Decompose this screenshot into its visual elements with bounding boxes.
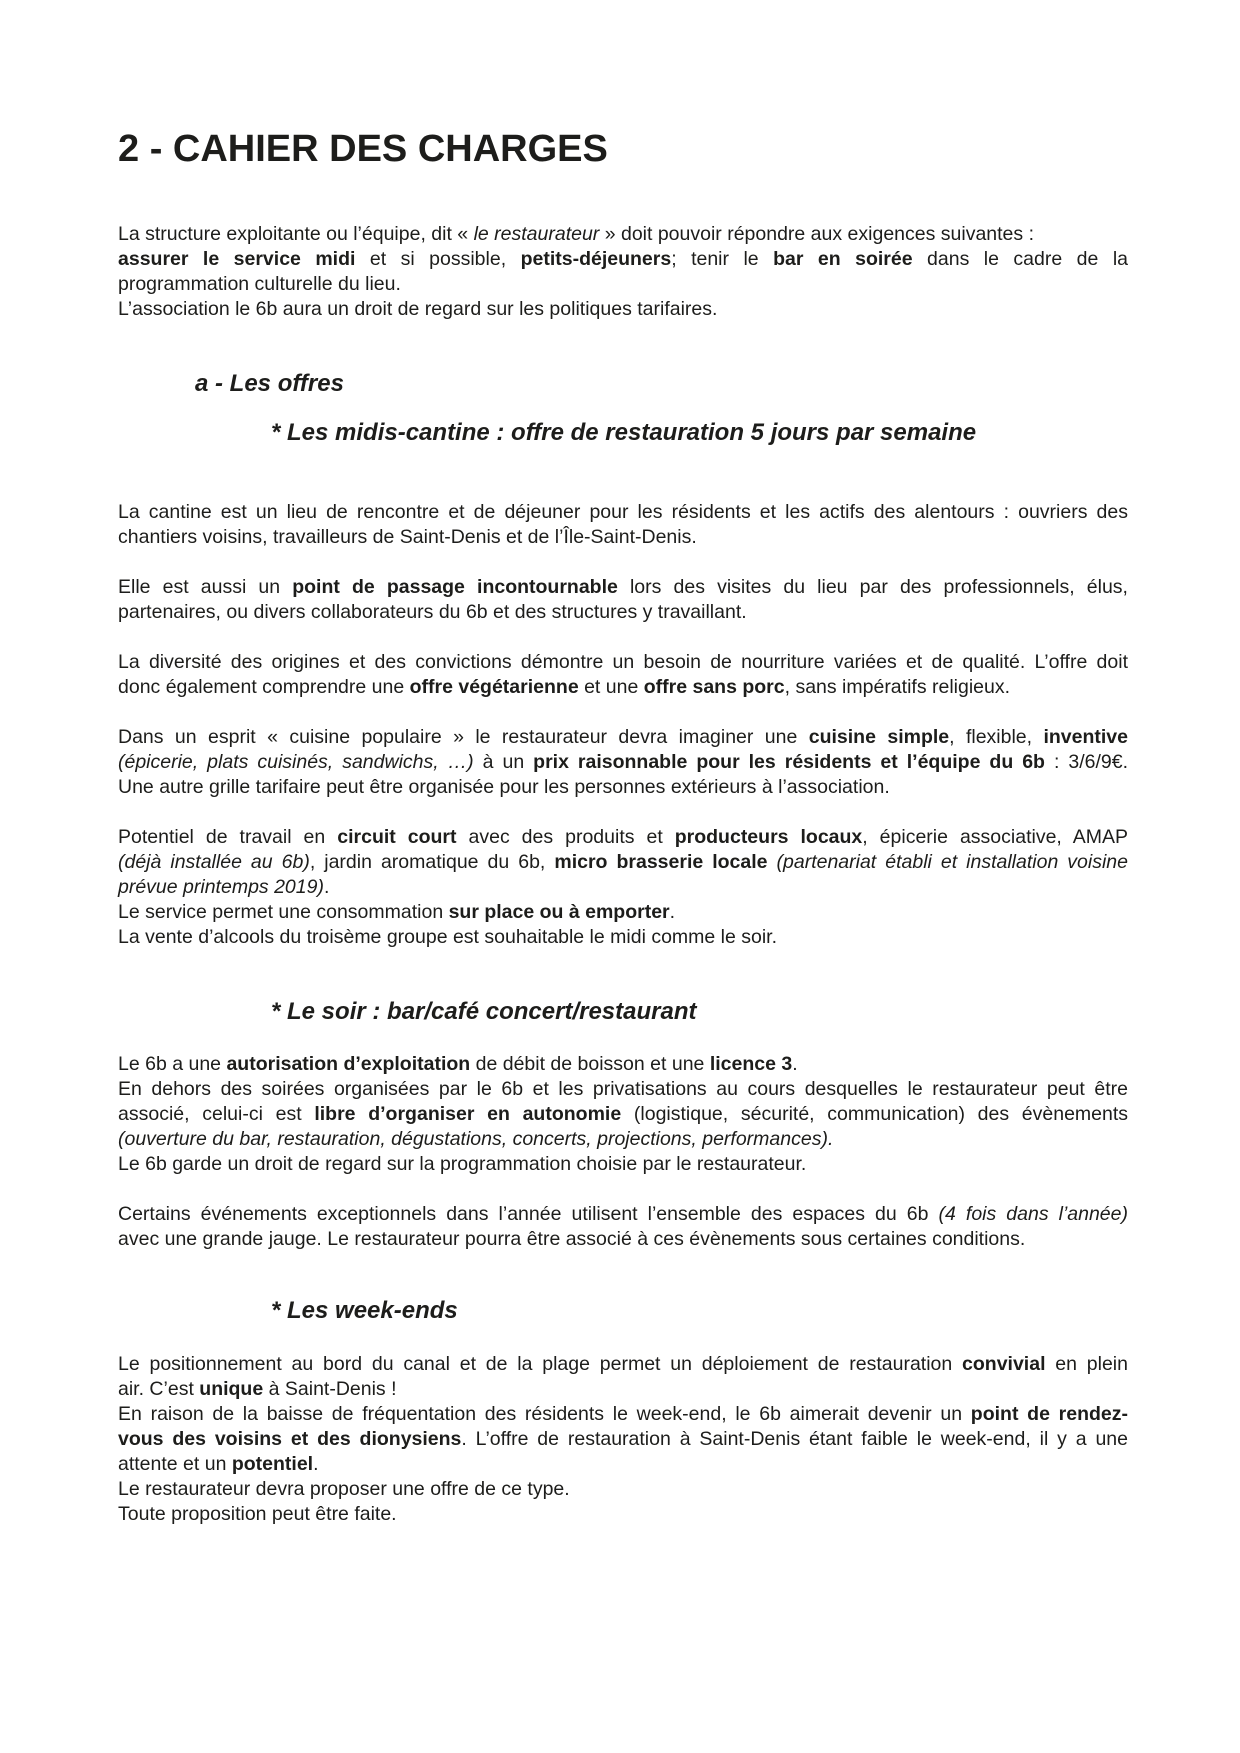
paragraph-circuit (118, 825, 1128, 950)
intro-line-1: La structure exploitante ou l’équipe, dit « le restaurateur » doit pouvoir répondre aux exigences suivantes : (118, 223, 1034, 245)
text-line: air. C’est unique à Saint-Denis ! (118, 1378, 397, 1400)
text-line: La diversité des origines et des convictions démontre un besoin de nourriture variées et de qualité. L’offre doit (118, 651, 1128, 673)
text-line: Une autre grille tarifaire peut être organisée pour les personnes extérieurs à l’association. (118, 776, 890, 798)
intro-line-4: L’association le 6b aura un droit de regard sur les politiques tarifaires. (118, 298, 718, 320)
text-line: attente et un potentiel. (118, 1453, 319, 1475)
text-line: En raison de la baisse de fréquentation des résidents le week-end, le 6b aimerait devenir un point de rendez- (118, 1403, 1128, 1425)
text-line: (déjà installée au 6b), jardin aromatique du 6b, micro brasserie locale (partenariat établi et installation voisine (118, 851, 1128, 873)
text-line: Le 6b garde un droit de regard sur la programmation choisie par le restaurateur. (118, 1153, 807, 1175)
section-heading-offers: a - Les offres (195, 370, 344, 397)
paragraph-diversity (118, 650, 1128, 700)
paragraph-weekends (118, 1352, 1128, 1527)
text-line: Toute proposition peut être faite. (118, 1503, 397, 1525)
page-title: 2 - CAHIER DES CHARGES (118, 128, 608, 170)
intro-line-3: programmation culturelle du lieu. (118, 273, 401, 295)
text-line: partenaires, ou divers collaborateurs du 6b et des structures y travaillant. (118, 601, 747, 623)
intro-paragraph (118, 222, 1128, 322)
paragraph-cuisine (118, 725, 1128, 800)
text-line: chantiers voisins, travailleurs de Saint-Denis et de l’Île-Saint-Denis. (118, 526, 697, 548)
paragraph-passage (118, 575, 1128, 625)
intro-line-2: assurer le service midi et si possible, petits-déjeuners; tenir le bar en soirée dans le cadre de la (118, 248, 1128, 270)
subsection-heading-lunch: * Les midis-cantine : offre de restauration 5 jours par semaine (271, 419, 977, 446)
text-line: Dans un esprit « cuisine populaire » le restaurateur devra imaginer une cuisine simple, flexible, inventive (118, 726, 1129, 748)
text-line: La vente d’alcools du troisème groupe est souhaitable le midi comme le soir. (118, 926, 778, 948)
text-line: (ouverture du bar, restauration, dégustations, concerts, projections, performances). (118, 1128, 834, 1150)
text-line: avec une grande jauge. Le restaurateur pourra être associé à ces évènements sous certaines conditions. (118, 1228, 1026, 1250)
text-line: associé, celui-ci est libre d’organiser en autonomie (logistique, sécurité, communication) des évènements (118, 1103, 1129, 1125)
text-line: Le restaurateur devra proposer une offre de ce type. (118, 1478, 570, 1500)
paragraph-evening (118, 1052, 1128, 1177)
text-line: vous des voisins et des dionysiens. L’offre de restauration à Saint-Denis étant faible le week-end, il y a une (118, 1428, 1128, 1450)
text-line: Le service permet une consommation sur place ou à emporter. (118, 901, 676, 923)
text-line: La cantine est un lieu de rencontre et de déjeuner pour les résidents et les actifs des alentours : ouvriers des (118, 501, 1128, 523)
text-line: Le 6b a une autorisation d’exploitation de débit de boisson et une licence 3. (118, 1053, 798, 1075)
text-line: En dehors des soirées organisées par le 6b et les privatisations au cours desquelles le restaurateur peut être (118, 1078, 1128, 1100)
text-line: donc également comprendre une offre végétarienne et une offre sans porc, sans impératifs religieux. (118, 676, 1011, 698)
text-line: Certains événements exceptionnels dans l’année utilisent l’ensemble des espaces du 6b (4 fois dans l’année) (118, 1203, 1128, 1225)
subsection-heading-weekends: * Les week-ends (271, 1297, 458, 1324)
text-line: prévue printemps 2019). (118, 876, 330, 898)
subsection-heading-evening: * Le soir : bar/café concert/restaurant (271, 998, 697, 1025)
text-line: Elle est aussi un point de passage incontournable lors des visites du lieu par des professionnels, élus, (118, 576, 1128, 598)
text-line: (épicerie, plats cuisinés, sandwichs, …) à un prix raisonnable pour les résidents et l’équipe du 6b : 3/6/9€. (118, 751, 1128, 773)
text-line: Potentiel de travail en circuit court avec des produits et producteurs locaux, épicerie associative, AMAP (118, 826, 1129, 848)
paragraph-events (118, 1202, 1128, 1252)
paragraph-cantine (118, 500, 1128, 550)
text-line: Le positionnement au bord du canal et de la plage permet un déploiement de restauration convivial en plein (118, 1353, 1128, 1375)
